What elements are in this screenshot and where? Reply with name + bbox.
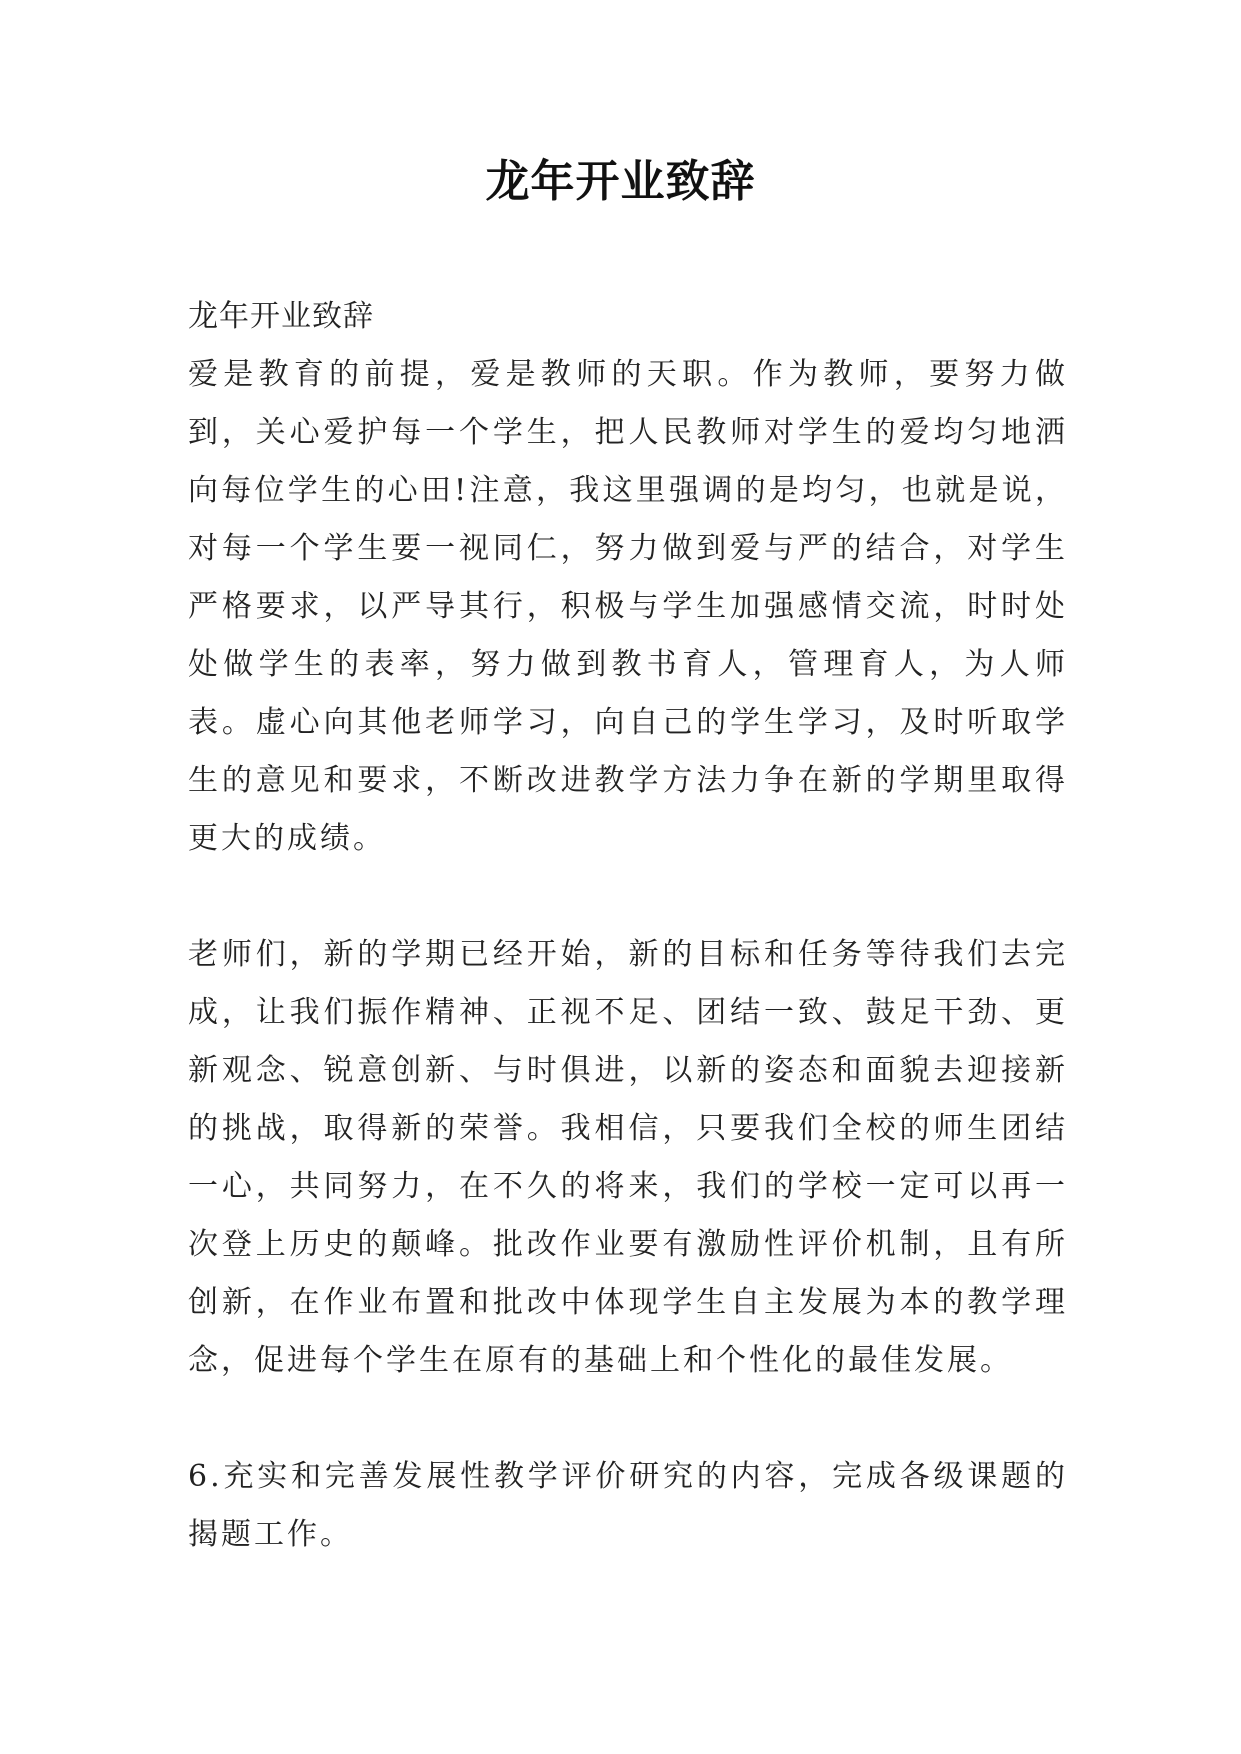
paragraph: 6.充实和完善发展性教学评价研究的内容，完成各级课题的揭题工作。: [188, 1459, 1068, 1552]
paragraph: 老师们，新的学期已经开始，新的目标和任务等待我们去完成，让我们振作精神、正视不足、团结一致、鼓足干劲、更新观念、锐意创新、与时俱进，以新的姿态和面貌去迎接新的挑战，取得新的荣誉。我相信，只要我们全校的师生团结一心，共同努力，在不久的将来，我们的学校一定可以再一次登上历史的颠峰。批改作业要有激励性评价机制，且有所创新，在作业布置和批改中体现学生自主发展为本的教学理念，促进每个学生在原有的基础上和个性化的最佳发展。: [188, 937, 1068, 1378]
document-body: [188, 288, 1068, 1564]
document-subtitle: 龙年开业致辞: [188, 299, 374, 334]
document-title: 龙年开业致辞: [485, 156, 756, 207]
paragraph: 爱是教育的前提，爱是教师的天职。作为教师，要努力做到，关心爱护每一个学生，把人民教师对学生的爱均匀地洒向每位学生的心田!注意，我这里强调的是均匀，也就是说，对每一个学生要一视同仁，努力做到爱与严的结合，对学生严格要求，以严导其行，积极与学生加强感情交流，时时处处做学生的表率，努力做到教书育人，管理育人，为人师表。虚心向其他老师学习，向自己的学生学习，及时听取学生的意见和要求，不断改进教学方法力争在新的学期里取得更大的成绩。: [188, 357, 1068, 856]
